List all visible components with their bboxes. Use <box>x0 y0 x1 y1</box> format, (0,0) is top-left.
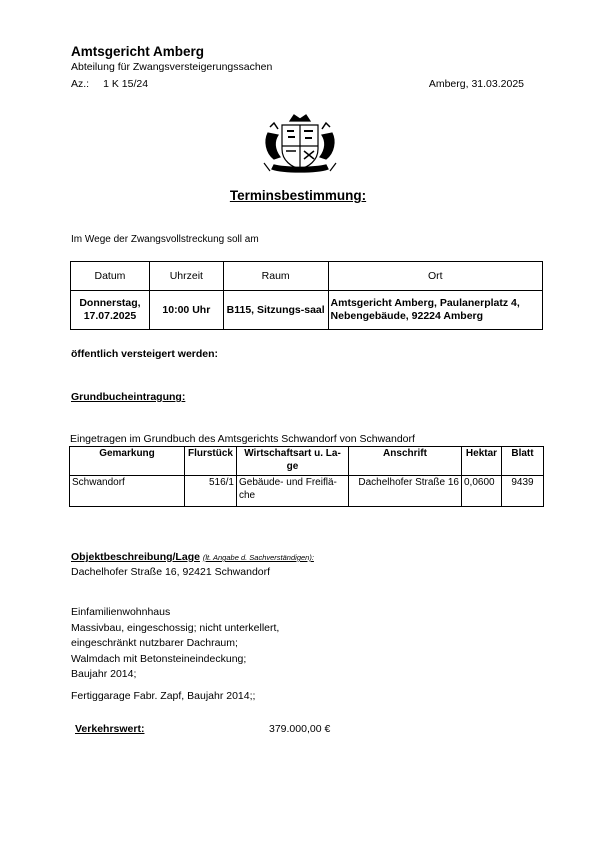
column-header: Ort <box>328 262 542 291</box>
place-date: Amberg, 31.03.2025 <box>428 78 524 90</box>
table-cell: Schwandorf <box>70 476 185 507</box>
page-title: Terminsbestimmung: <box>229 188 367 203</box>
market-value-amount: 379.000,00 € <box>269 723 331 735</box>
file-number-label: Az.: <box>71 78 90 90</box>
land-register-table <box>69 446 544 507</box>
land-register-intro: Eingetragen im Grundbuch des Amtsgerichts Schwandorf von Schwandorf <box>70 433 415 445</box>
auction-date: Donnerstag, 17.07.2025 <box>71 291 150 330</box>
column-header: Uhrzeit <box>149 262 223 291</box>
auction-schedule-table <box>70 261 543 330</box>
table-row <box>71 291 543 330</box>
file-number-value: 1 K 15/24 <box>103 78 149 90</box>
column-header: Gemarkung <box>70 447 185 476</box>
column-header: Hektar <box>462 447 502 476</box>
column-header: Wirtschaftsart u. La-ge <box>237 447 349 476</box>
garage-description: Fertiggarage Fabr. Zapf, Baujahr 2014;; <box>71 690 256 702</box>
description-line: Massivbau, eingeschossig; nicht unterkellert, <box>71 621 280 634</box>
auction-room: B115, Sitzungs-saal <box>223 291 328 330</box>
object-description <box>71 605 279 683</box>
court-name: Amtsgericht Amberg <box>71 44 205 59</box>
object-heading-line <box>71 551 314 563</box>
table-row <box>70 476 544 507</box>
coat-of-arms-icon <box>260 113 340 175</box>
intro-text: Im Wege der Zwangsvollstreckung soll am <box>71 234 259 245</box>
description-line: eingeschränkt nutzbarer Dachraum; <box>71 637 238 650</box>
sold-text: öffentlich versteigert werden: <box>71 348 219 360</box>
market-value-label: Verkehrswert: <box>75 723 145 735</box>
column-header: Blatt <box>502 447 544 476</box>
object-heading: Objektbeschreibung/Lage <box>71 551 200 563</box>
column-header: Flurstück <box>185 447 237 476</box>
auction-location: Amtsgericht Amberg, Paulanerplatz 4, Nebengebäude, 92224 Amberg <box>328 291 542 330</box>
description-line: Einfamilienwohnhaus <box>71 606 171 618</box>
file-number <box>71 78 148 90</box>
column-header: Raum <box>223 262 328 291</box>
auction-time: 10:00 Uhr <box>149 291 223 330</box>
land-register-heading: Grundbucheintragung: <box>71 391 186 403</box>
object-heading-note: (lt. Angabe d. Sachverständigen): <box>202 553 314 562</box>
table-header-row <box>70 447 544 476</box>
table-cell: 516/1 <box>185 476 237 507</box>
court-department: Abteilung für Zwangsversteigerungssachen <box>71 61 273 73</box>
table-header-row <box>71 262 543 291</box>
column-header: Anschrift <box>349 447 462 476</box>
table-cell: Gebäude- und Freiflä-che <box>237 476 349 507</box>
column-header: Datum <box>71 262 150 291</box>
table-cell: 9439 <box>502 476 544 507</box>
description-line: Walmdach mit Betonsteineindeckung; <box>71 652 247 665</box>
description-line: Baujahr 2014; <box>71 668 137 681</box>
table-cell: Dachelhofer Straße 16 <box>349 476 462 507</box>
table-cell: 0,0600 <box>462 476 502 507</box>
object-address: Dachelhofer Straße 16, 92421 Schwandorf <box>71 566 271 578</box>
